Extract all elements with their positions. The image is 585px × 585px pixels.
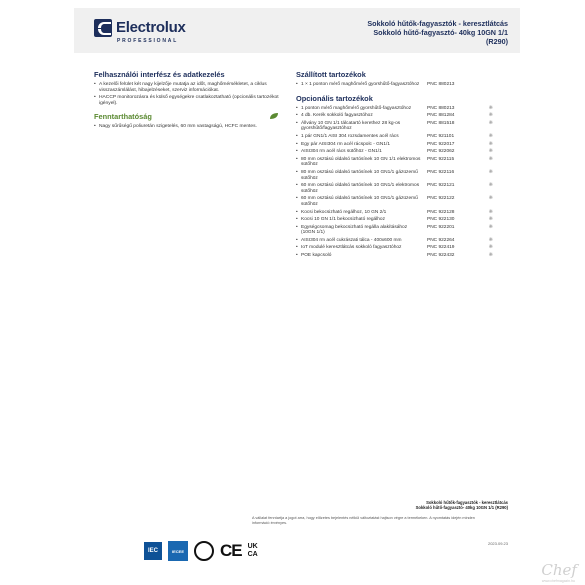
chef-watermark-sub: www.chefmagazin.hu (541, 579, 575, 583)
list-item: • A kezelői felület két nagy kijelzője mutatja az időt, maghőmérsékletet, a ciklus visszaszámlálást, hibajelzéseket, szerviz információkat. (94, 82, 279, 93)
accessory-row (296, 134, 514, 140)
brand-logo (94, 17, 204, 47)
iec-logo-icon: IEC (144, 542, 162, 560)
accessory-row (296, 238, 514, 244)
accessory-pnc: PNC 880213 (427, 105, 455, 111)
title-line-2: Sokkoló hűtő-fagyasztó- 40kg 10GN 1/1 (373, 28, 508, 37)
checkbox-icon: ❋ (488, 208, 493, 215)
accessory-row (296, 245, 514, 251)
footer-title (268, 500, 508, 510)
accessory-row (296, 113, 514, 119)
iecee-logo-icon: IECEE (168, 541, 188, 561)
accessory-row (296, 106, 514, 112)
accessory-name: • 1 × 1 ponton mérő maghőmérő gyorshűtő-fagyasztóhoz (296, 82, 421, 88)
accessory-name: • Egységcsomag bekocsizható regálla alakításához (10GN 1/1) (296, 225, 421, 236)
accessory-pnc: PNC 922128 (427, 209, 455, 215)
accessory-name: • 80 mm osztású oldalsó tartósínek 10 GN 1/1 elektromos sütőhöz (296, 157, 421, 168)
checkbox-icon: ❋ (488, 216, 493, 223)
accessory-name: • Kocsi bekocsizható regálhoz, 10 GN 2/1 (296, 210, 421, 216)
included-row (296, 82, 514, 88)
chef-watermark: Chef (541, 561, 577, 579)
accessory-row (296, 149, 514, 155)
right-column (296, 70, 514, 261)
accessory-name: • Kocsi 10 GN 1/1 bekocsizható regálhoz (296, 217, 421, 223)
left-column (94, 70, 279, 136)
accessory-row (296, 210, 514, 216)
title-line-1: Sokkoló hűtők-fagyasztók - keresztlátcás (367, 19, 508, 28)
ui-section-title: Felhasználói interfész és adatkezelés (94, 70, 225, 79)
accessory-pnc: PNC 922130 (427, 217, 455, 223)
checkbox-icon: ❋ (488, 148, 493, 155)
accessory-name: • 60 mm osztású oldalsó tartósínek 10 GN1/1 elektromos sütőhöz (296, 183, 421, 194)
accessory-name: • POE kapcsoló (296, 253, 421, 259)
accessory-pnc: PNC 921101 (427, 133, 455, 139)
checkbox-icon: ❋ (488, 223, 493, 230)
accessory-pnc: PNC 922264 (427, 237, 455, 243)
accessory-row (296, 157, 514, 168)
checkbox-icon: ❋ (488, 236, 493, 243)
accessory-row (296, 183, 514, 194)
accessory-row (296, 170, 514, 181)
accessory-pnc: PNC 880213 (427, 82, 455, 87)
accessory-pnc: PNC 922201 (427, 224, 455, 230)
accessory-row (296, 225, 514, 236)
ce-mark-icon: CE (220, 541, 242, 560)
accessory-name: • AISI304 rm acél cukrászati tálca - 400x600 mm (296, 238, 421, 244)
checkbox-icon: ❋ (488, 155, 493, 162)
sustainability-title: Fenntarthatóság (94, 112, 152, 122)
product-title (278, 19, 508, 46)
accessory-pnc: PNC 922017 (427, 141, 455, 147)
footer-disclaimer: A vállalat fenntartja a jogot arra, hogy előzetes bejelentés nélkül változtatást hajtson végre a termékeken. A nyomtatás idején minden információ érvényes. (252, 516, 475, 525)
round-cert-icon (194, 541, 214, 561)
ui-feature-list (94, 82, 279, 106)
accessory-row (296, 142, 514, 148)
leaf-icon (269, 112, 279, 120)
accessory-pnc: PNC 922062 (427, 149, 455, 155)
accessory-name: • Egy pár AISI304 rm acél rácspolc - GN1/1 (296, 142, 421, 148)
checkbox-icon: ❋ (488, 252, 493, 259)
electrolux-logo-icon (94, 19, 112, 37)
checkbox-icon: ❋ (488, 182, 493, 189)
checkbox-icon: ❋ (488, 104, 493, 111)
accessory-pnc: PNC 922116 (427, 169, 455, 175)
accessory-pnc: PNC 922419 (427, 245, 455, 251)
checkbox-icon: ❋ (488, 140, 493, 147)
checkbox-icon: ❋ (488, 244, 493, 251)
optional-accessories-title: Opcionális tartozékok (296, 93, 373, 103)
accessory-name: • Állvány 10 GN 1/1 tálcatartó kerethez 28 kg-os gyorshűtő/fagyasztóhoz (296, 121, 421, 132)
accessory-pnc: PNC 922121 (427, 183, 455, 189)
accessory-name: • 60 mm osztású oldalsó tartósínek 10 GN1/1 gázüzemű sütőhöz (296, 196, 421, 207)
title-line-3: (R290) (486, 37, 508, 46)
accessory-pnc: PNC 922122 (427, 196, 455, 202)
brand-sub: PROFESSIONAL (117, 38, 179, 44)
footer-line-1: Sokkoló hűtők-fagyasztók - keresztlátcás (426, 500, 508, 505)
accessory-pnc: PNC 881284 (427, 113, 455, 119)
certification-logos (144, 538, 274, 564)
checkbox-icon: ❋ (488, 195, 493, 202)
checkbox-icon: ❋ (488, 168, 493, 175)
optional-accessories-list (296, 106, 514, 259)
accessory-row (296, 121, 514, 132)
accessory-name: • 80 mm osztású oldalsó tartósínek 10 GN1/1 gázüzemű sütőhöz (296, 170, 421, 181)
checkbox-icon: ❋ (488, 132, 493, 139)
accessory-name: • 4 db. Kerék sokkoló fagyasztóhoz (296, 113, 421, 119)
accessory-name: • 1 pár GN1/1 AISI 304 rozsdamentes acél rács (296, 134, 421, 140)
accessory-pnc: PNC 922432 (427, 253, 455, 259)
brand-name: Electrolux (116, 19, 186, 36)
header-band (74, 8, 520, 53)
accessory-row (296, 253, 514, 259)
spec-sheet-page (74, 8, 520, 578)
list-item: • Nagy sűrűségű poliuretán szigetelés, 60 mm vastagságú, HCFC mentes. (94, 124, 279, 130)
accessory-pnc: PNC 881518 (427, 120, 455, 126)
footer-date: 2023.09.23 (487, 541, 508, 546)
included-accessories-title: Szállított tartozékok (296, 70, 366, 79)
sustainability-list (94, 124, 279, 130)
accessory-row (296, 196, 514, 207)
accessory-pnc: PNC 922115 (427, 156, 455, 162)
list-item: • HACCP monitorozásra és külső egységekre csatlakoztatható (opcionális tartozékot igényel). (94, 95, 279, 106)
accessory-name: • IoT modulé keresztlátcás sokkoló fagyasztóhoz (296, 245, 421, 251)
checkbox-icon: ❋ (488, 119, 493, 126)
accessory-name: • AISI304 rm acél rács sütőhöz - GN1/1 (296, 149, 421, 155)
checkbox-icon: ❋ (488, 112, 493, 119)
ukca-mark-icon: UK CA (247, 543, 258, 558)
footer-line-2: Sokkoló hűtő-fagyasztó- 40kg 10GN 1/1 (R290) (415, 505, 508, 510)
accessory-row (296, 217, 514, 223)
accessory-name: • 1 ponton mérő maghőmérő gyorshűtő-fagyasztóhoz (296, 106, 421, 112)
